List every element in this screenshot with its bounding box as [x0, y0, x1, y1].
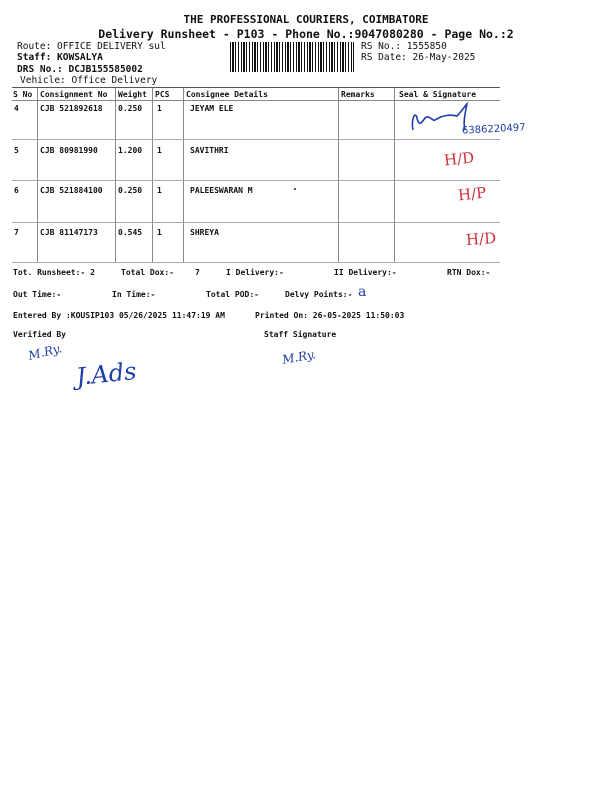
hd-note-row7: H/D: [465, 228, 497, 250]
col-consignment: Consignment No: [40, 90, 108, 99]
signature-phone: 6386220497: [461, 122, 526, 137]
ii-delivery: II Delivery:-: [334, 268, 397, 277]
tot-runsheet: Tot. Runsheet:- 2: [13, 268, 95, 277]
printed-on: Printed On: 26-05-2025 11:50:03: [255, 311, 405, 320]
table-top-border: [12, 87, 500, 88]
total-dox-value: 7: [195, 268, 200, 277]
delvy-points: Delvy Points:-: [285, 290, 353, 299]
out-time: Out Time:-: [13, 290, 62, 299]
row-sno: 6: [14, 186, 19, 195]
rs-number: RS No.: 1555850: [361, 41, 447, 52]
staff-initials: M.Ry.: [281, 347, 317, 367]
staff-signature-label: Staff Signature: [264, 330, 337, 339]
row-sno: 4: [14, 104, 19, 113]
row-weight: 0.250: [118, 186, 143, 195]
col-separator: [394, 88, 395, 262]
row-consignment: CJB 80981990: [40, 146, 98, 155]
in-time: In Time:-: [112, 290, 156, 299]
drs-number: DRS No.: DCJB155585002: [17, 64, 143, 75]
row-pcs: 1: [157, 186, 162, 195]
i-delivery: I Delivery:-: [226, 268, 284, 277]
row-consignment: CJB 521884100: [40, 186, 103, 195]
col-sno: S No: [13, 90, 33, 99]
row-pcs: 1: [157, 104, 162, 113]
row-consignment: CJB 521892618: [40, 104, 103, 113]
verified-by-label: Verified By: [13, 330, 66, 339]
row-sno: 5: [14, 146, 19, 155]
col-consignee: Consignee Details: [186, 90, 268, 99]
row-consignee: SHREYA: [190, 228, 219, 237]
row-pcs: 1: [157, 228, 162, 237]
delvy-points-value: a: [358, 284, 367, 300]
company-title: THE PROFESSIONAL COURIERS, COIMBATORE: [183, 13, 429, 26]
col-separator: [183, 88, 184, 262]
row-weight: 0.250: [118, 104, 143, 113]
rtn-dox: RTN Dox:-: [447, 268, 491, 277]
entered-by: Entered By :KOUSIP103 05/26/2025 11:47:19 AM: [13, 311, 225, 320]
row-consignee: PALEESWARAN M: [190, 186, 253, 195]
row-weight: 0.545: [118, 228, 143, 237]
total-dox-label: Total Dox:-: [121, 268, 174, 277]
row-consignee: SAVITHRI: [190, 146, 229, 155]
total-pod: Total POD:-: [206, 290, 259, 299]
hd-note-row5: H/D: [443, 148, 476, 170]
row-separator: [12, 180, 500, 181]
col-separator: [37, 88, 38, 262]
table-bottom-border: [12, 262, 500, 263]
row-weight: 1.200: [118, 146, 143, 155]
col-separator: [152, 88, 153, 262]
vehicle-text: Vehicle: Office Delivery: [20, 75, 158, 86]
col-separator: [338, 88, 339, 262]
row-consignee: JEYAM ELE: [190, 104, 234, 113]
col-separator: [115, 88, 116, 262]
verified-signature: J.Ads: [74, 356, 138, 392]
staff-text: Staff: KOWSALYA: [17, 52, 103, 63]
row-sno: 7: [14, 228, 19, 237]
row-consignment: CJB 81147173: [40, 228, 98, 237]
verified-initials: M.Ry.: [26, 341, 64, 363]
hd-note-row6: H/P: [457, 183, 488, 205]
row-pcs: 1: [157, 146, 162, 155]
col-seal: Seal & Signature: [399, 90, 477, 99]
barcode-image: [230, 42, 354, 72]
row-separator: [12, 222, 500, 223]
rs-date: RS Date: 26-May-2025: [361, 52, 476, 63]
runsheet-subtitle: Delivery Runsheet - P103 - Phone No.:9047080280 - Page No.:2: [98, 27, 514, 41]
route-text: Route: OFFICE DELIVERY sul: [17, 41, 166, 52]
small-dot: [294, 188, 296, 190]
col-remarks: Remarks: [341, 90, 375, 99]
col-weight: Weight: [118, 90, 147, 99]
col-pcs: PCS: [155, 90, 170, 99]
